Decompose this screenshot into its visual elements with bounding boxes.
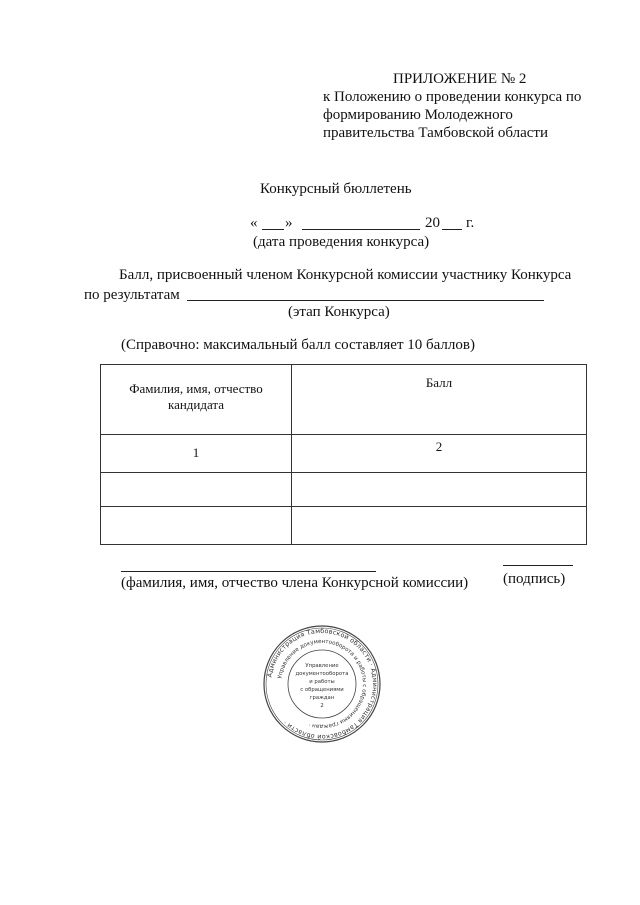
table-cell[interactable] [101, 507, 292, 545]
date-month-blank [302, 229, 420, 230]
number-cell-2 [292, 435, 587, 473]
ballot-title: Конкурсный бюллетень [260, 181, 412, 197]
table-cell[interactable] [101, 473, 292, 507]
stage-blank-line [187, 300, 544, 301]
date-year-prefix: 20 [425, 215, 440, 231]
table-cell[interactable] [292, 507, 587, 545]
table-row [101, 507, 587, 545]
name-signature-caption: (фамилия, имя, отчество члена Конкурсной комиссии) [121, 575, 469, 591]
table-row [101, 473, 587, 507]
svg-text:2: 2 [320, 703, 324, 709]
table-number-row [101, 435, 587, 473]
score-statement-line-2: по результатам [84, 287, 180, 303]
reference-note: (Справочно: максимальный балл составляет 10 баллов) [121, 337, 475, 353]
svg-text:Управление документооборота и: Управление документооборота и работы с обращениями граждан · [277, 638, 368, 730]
sign-caption: (подпись) [503, 571, 566, 587]
stamp-icon [262, 625, 382, 743]
header-cell-name [101, 365, 292, 435]
number-cell-1 [101, 435, 292, 473]
date-year-blank [442, 229, 462, 230]
score-statement-line-1: Балл, присвоенный членом Конкурсной комиссии участнику Конкурса [119, 267, 572, 283]
svg-text:документооборота: документооборота [295, 671, 349, 677]
date-open-quote: « [250, 215, 258, 231]
date-close-quote: » [285, 215, 293, 231]
sign-signature-line [503, 565, 573, 566]
svg-text:с обращениями: с обращениями [300, 687, 344, 693]
header-score-text: Балл [425, 375, 453, 390]
stage-caption: (этап Конкурса) [288, 304, 390, 320]
date-caption: (дата проведения конкурса) [253, 234, 430, 250]
appendix-line-1: к Положению о проведении конкурса по [323, 89, 582, 105]
header-name-text: Фамилия, имя, отчество кандидата [129, 381, 263, 412]
svg-text:и работы: и работы [309, 679, 335, 685]
appendix-line-2: формированию Молодежного [323, 107, 513, 123]
svg-text:граждан: граждан [309, 695, 335, 701]
name-signature-line [121, 571, 376, 572]
date-day-blank [262, 229, 284, 230]
svg-text:Управление: Управление [305, 663, 339, 669]
table-cell[interactable] [292, 473, 587, 507]
appendix-line-3: правительства Тамбовской области [323, 125, 549, 141]
header-cell-score [292, 365, 587, 435]
scores-table [100, 364, 587, 545]
table-header-row [101, 365, 587, 435]
appendix-title: ПРИЛОЖЕНИЕ № 2 [393, 71, 527, 87]
official-stamp [262, 625, 382, 743]
number-1-text: 1 [192, 445, 200, 460]
date-year-suffix: г. [466, 215, 475, 231]
svg-text:Администрация Тамбовской облас: Администрация Тамбовской области · Администрация Тамбовской области · [265, 626, 380, 742]
number-2-text: 2 [435, 439, 443, 454]
